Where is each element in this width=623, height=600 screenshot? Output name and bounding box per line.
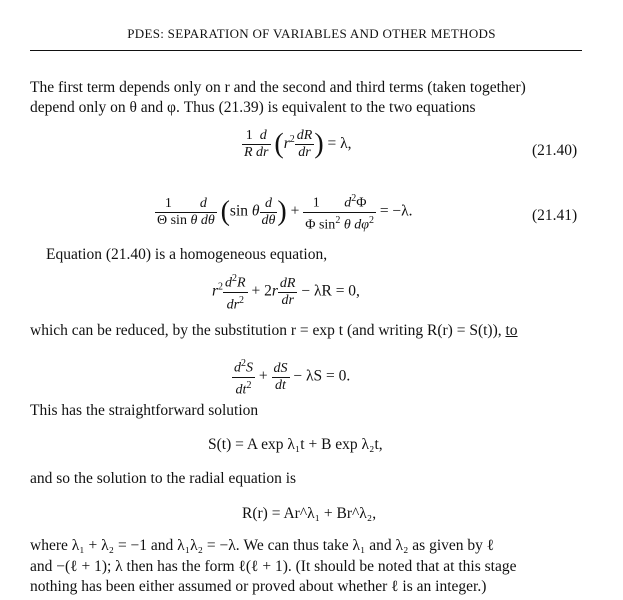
frac-dTheta: $\frac{d}{d\theta}$	[261, 195, 276, 228]
eq-number-21-40: (21.40)	[532, 142, 578, 159]
paragraph-3-to: to	[505, 322, 518, 339]
frac-dR-dr: $\frac{dR}{dr}$	[296, 128, 313, 160]
frac-dR-dr-2: $\frac{dR}{dr}$	[279, 275, 296, 308]
eq-number-21-41: (21.41)	[532, 207, 578, 224]
frac-1-over-phi: $\frac{1 d^2\Phi}{\Phi \sin^2 \theta d\varphi^2}$	[305, 193, 374, 233]
paragraph-3	[30, 320, 518, 342]
paragraph-6-line-2: and −(ℓ + 1); λ then has the form ℓ(ℓ + 1). (It should be noted that at this stage	[30, 558, 517, 575]
header-rule	[30, 50, 582, 51]
eq-21-41-rhs: = −λ.	[379, 202, 413, 220]
paragraph-5: and so the solution to the radial equation is	[30, 470, 297, 487]
equation-reduced: $\frac{d^2S}{dt^2}$ + $\frac{dS}{dt}$ − λS = 0.	[234, 358, 351, 398]
frac-1-over-theta: $\frac{1 d}{\text{Θ sin θ dθ}}$	[157, 195, 215, 228]
paragraph-1-line-1: The first term depends only on r and the second and third terms (taken together)	[30, 79, 526, 96]
paragraph-4: This has the straightforward solution	[30, 402, 259, 419]
reduced-rhs: − λS = 0.	[293, 367, 351, 385]
paragraph-6-line-3: nothing has been either assumed or proved about whether ℓ is an integer.)	[30, 578, 487, 595]
frac-d2S-dt2: $\frac{d^2S}{dt^2}$	[234, 358, 253, 398]
paragraph-2: Equation (21.40) is a homogeneous equation,	[46, 246, 328, 263]
paragraph-3-text: which can be reduced, by the substitution r = exp t (and writing R(r) = S(t)),	[30, 322, 506, 339]
radial-rhs: − λR = 0,	[301, 282, 360, 300]
frac-d2R-dr2: $\frac{d^2R}{dr^2}$	[225, 273, 246, 313]
paragraph-1-line-2: depend only on θ and φ. Thus (21.39) is equivalent to the two equations	[30, 99, 476, 116]
equation-solution-S: S(t) = A exp λ₁t + B exp λ₂t,	[208, 436, 383, 453]
paragraph-6-line-1: where λ₁ + λ₂ = −1 and λ₁λ₂ = −λ. We can thus take λ₁ and λ₂ as given by ℓ	[30, 537, 495, 554]
equation-21-40: $\frac{1 d}{\text{R dr}}$ ($r^2$ $\frac{dR}{dr}$ ) = λ,	[244, 128, 352, 160]
equation-21-41: $\frac{1 d}{\text{Θ sin θ dθ}}$ (sin θ $\frac{d}{d\theta}$ ) + $\frac{1 d^2\Phi}{\Phi \sin^2 \theta d\varphi^2}$ = −λ.	[157, 193, 413, 233]
frac-1-over-R-dr: $\frac{1 d}{\text{R dr}}$	[244, 128, 269, 160]
equation-radial-homogeneous: $r^2$ $\frac{d^2R}{dr^2}$ + 2r $\frac{dR}{dr}$ − λR = 0,	[212, 273, 360, 313]
running-head: PDES: SEPARATION OF VARIABLES AND OTHER METHODS	[127, 26, 496, 41]
equation-solution-R: R(r) = Ar^λ₁ + Br^λ₂,	[242, 505, 377, 522]
frac-dS-dt: $\frac{dS}{dt}$	[273, 360, 288, 393]
eq-21-40-rhs: = λ,	[327, 135, 352, 153]
